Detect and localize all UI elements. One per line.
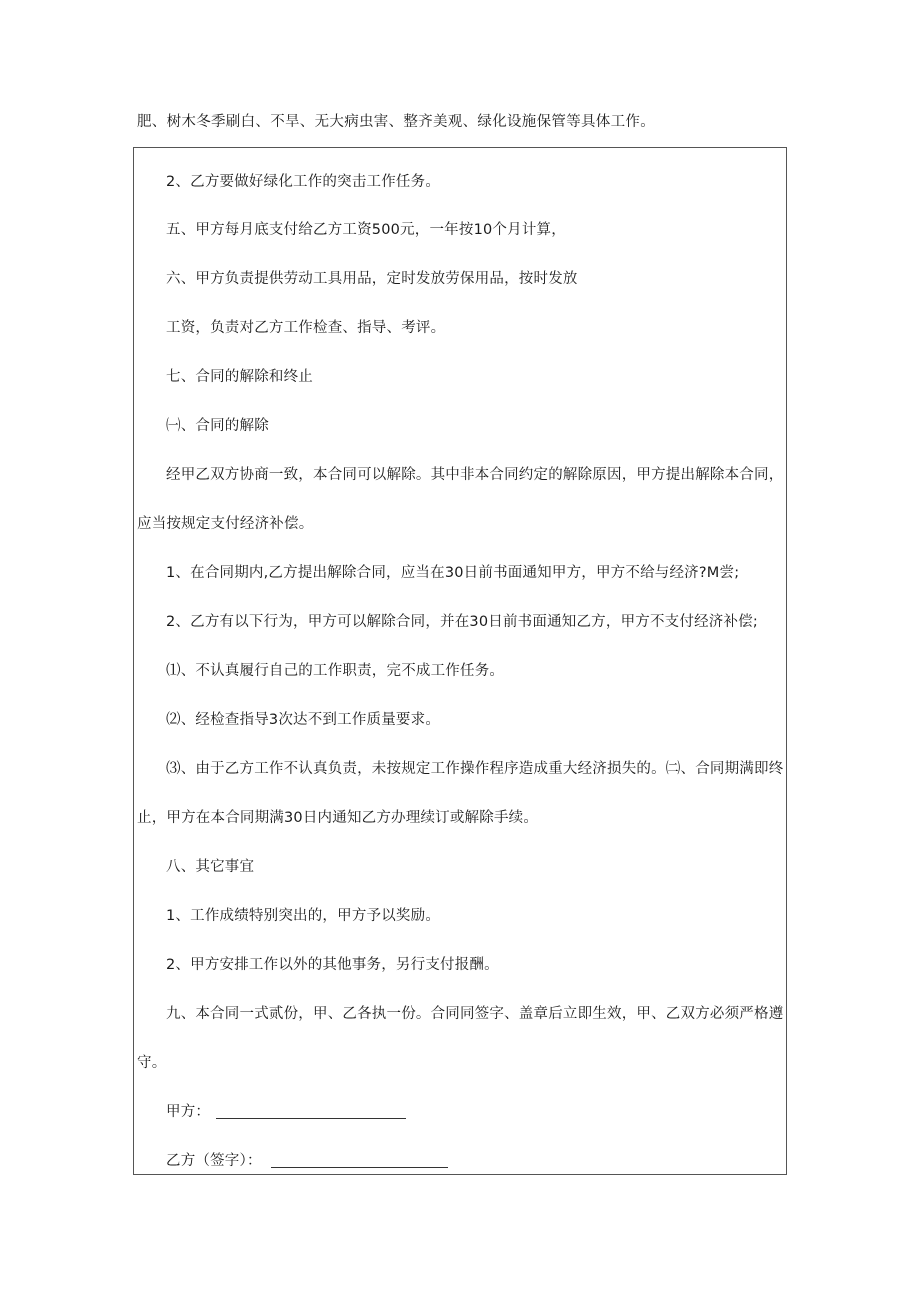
clause-line: 止，甲方在本合同期满30日内通知乙方办理续订或解除手续。: [137, 810, 539, 826]
clause-line: 守。: [137, 1055, 167, 1071]
clause-line: ⑵、经检查指导3次达不到工作质量要求。: [166, 712, 441, 728]
continued-text-line: 肥、树木冬季刷白、不旱、无大病虫害、整齐美观、绿化设施保管等具体工作。: [137, 114, 655, 130]
clause-line: 工资，负责对乙方工作检查、指导、考评。: [166, 320, 446, 336]
clause-line: 九、本合同一式贰份，甲、乙各执一份。合同同签字、盖章后立即生效，甲、乙双方必须严格遵: [166, 1006, 784, 1022]
section-heading: 七、合同的解除和终止: [166, 369, 313, 385]
clause-line: 五、甲方每月底支付给乙方工资500元，一年按10个月计算，: [166, 222, 566, 238]
clause-line: 2、乙方要做好绿化工作的突击工作任务。: [166, 174, 441, 190]
clause-line: 应当按规定支付经济补偿。: [137, 516, 314, 532]
clause-line: 经甲乙双方协商一致，本合同可以解除。其中非本合同约定的解除原因，甲方提出解除本合同，: [166, 467, 784, 483]
clause-line: ⑶、由于乙方工作不认真负责，未按规定工作操作程序造成重大经济损失的。㈡、合同期满即终: [166, 761, 784, 777]
clause-line: 1、在合同期内,乙方提出解除合同，应当在30日前书面通知甲方，甲方不给与经济?M尝;: [166, 565, 740, 581]
party-a-label: 甲方：: [166, 1104, 211, 1120]
party-a-signature-line: [216, 1118, 406, 1119]
clause-line: 2、乙方有以下行为，甲方可以解除合同，并在30日前书面通知乙方，甲方不支付经济补偿;: [166, 614, 758, 630]
clause-line: ⑴、不认真履行自己的工作职责，完不成工作任务。: [166, 663, 505, 679]
clause-line: 1、工作成绩特别突出的，甲方予以奖励。: [166, 908, 441, 924]
section-heading: 八、其它事宜: [166, 859, 255, 875]
subsection-heading: ㈠、合同的解除: [166, 418, 269, 434]
clause-line: 2、甲方安排工作以外的其他事务，另行支付报酬。: [166, 957, 499, 973]
party-b-label: 乙方（签字）：: [166, 1153, 262, 1169]
clause-line: 六、甲方负责提供劳动工具用品，定时发放劳保用品，按时发放: [166, 271, 578, 287]
party-b-signature-line: [271, 1167, 448, 1168]
